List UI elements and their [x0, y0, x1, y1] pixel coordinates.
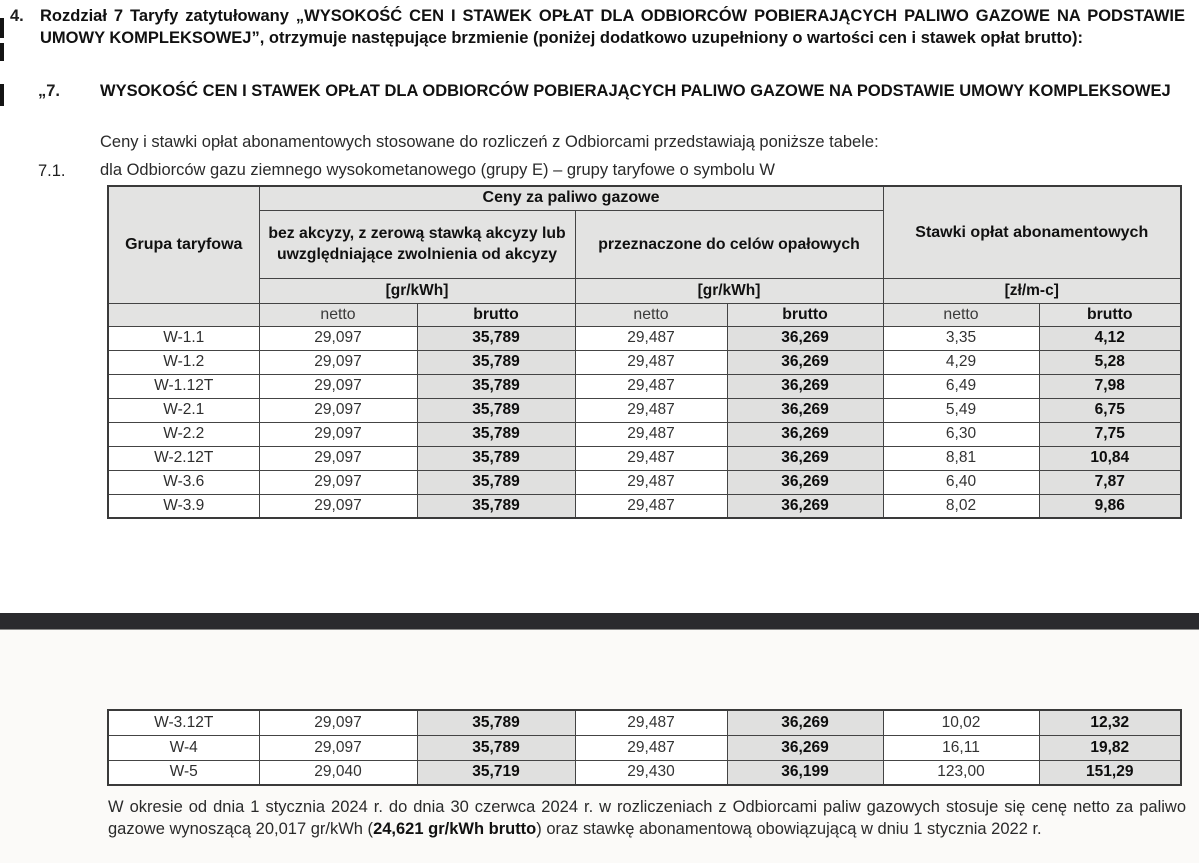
- col-header-bez-akcyzy: bez akcyzy, z zerową stawką akcyzy lub uwzględniające zwolnienia od akcyzy: [259, 210, 575, 278]
- cell-netto: 29,097: [259, 446, 417, 470]
- cell-netto: 3,35: [883, 326, 1039, 350]
- cell-brutto: 19,82: [1039, 735, 1181, 760]
- cell-brutto: 35,789: [417, 422, 575, 446]
- cell-brutto: 35,719: [417, 760, 575, 785]
- intro-paragraph: Ceny i stawki opłat abonamentowych stosowane do rozliczeń z Odbiorcami przedstawiają poniższe tabele:: [100, 133, 879, 151]
- header-row-groups: [108, 186, 1181, 210]
- cell-group: W-3.9: [108, 494, 259, 518]
- cell-brutto: 35,789: [417, 398, 575, 422]
- cell-brutto: 35,789: [417, 446, 575, 470]
- item-4-number: 4.: [10, 7, 24, 25]
- cell-netto: 29,487: [575, 398, 727, 422]
- cell-netto: 29,097: [259, 422, 417, 446]
- empty-header-cell: [108, 303, 259, 326]
- cell-netto: 6,40: [883, 470, 1039, 494]
- footnote-paragraph: [108, 796, 1186, 840]
- cell-brutto: 35,789: [417, 735, 575, 760]
- cell-netto: 29,097: [259, 470, 417, 494]
- cell-netto: 5,49: [883, 398, 1039, 422]
- cell-group: W-1.2: [108, 350, 259, 374]
- cell-brutto: 36,269: [727, 326, 883, 350]
- cell-brutto: 4,12: [1039, 326, 1181, 350]
- tariff-table-main: [107, 185, 1182, 519]
- cell-netto: 6,49: [883, 374, 1039, 398]
- footnote-text-pre: W okresie od dnia 1 stycznia 2024 r. do dnia 30 czerwca 2024 r. w rozliczeniach z Odbiorcami paliw gazowych stosuje się cenę netto za paliwo gazowe wynoszącą 20,017 gr/kWh (: [108, 798, 1186, 838]
- table-row: [108, 710, 1181, 735]
- cell-brutto: 7,75: [1039, 422, 1181, 446]
- cell-netto: 29,487: [575, 470, 727, 494]
- cell-netto: 6,30: [883, 422, 1039, 446]
- page-break-divider-bar: [0, 613, 1199, 630]
- cell-group: W-3.12T: [108, 710, 259, 735]
- cell-group: W-2.1: [108, 398, 259, 422]
- col-header-cele-opalowe: przeznaczone do celów opałowych: [575, 210, 883, 278]
- cell-netto: 16,11: [883, 735, 1039, 760]
- section-7-title: WYSOKOŚĆ CEN I STAWEK OPŁAT DLA ODBIORCÓW POBIERAJĄCYCH PALIWO GAZOWE NA PODSTAWIE UMOWY KOMPLEKSOWEJ: [100, 82, 1171, 100]
- cell-netto: 29,487: [575, 446, 727, 470]
- cell-group: W-3.6: [108, 470, 259, 494]
- footnote-text-post: ) oraz stawkę abonamentową obowiązującą w dniu 1 stycznia 2022 r.: [536, 820, 1042, 838]
- cell-netto: 29,040: [259, 760, 417, 785]
- cell-netto: 29,097: [259, 735, 417, 760]
- subsection-7-1-text: dla Odbiorców gazu ziemnego wysokometanowego (grupy E) – grupy taryfowe o symbolu W: [100, 161, 775, 179]
- cell-brutto: 36,269: [727, 350, 883, 374]
- cell-netto: 10,02: [883, 710, 1039, 735]
- label-netto: netto: [259, 303, 417, 326]
- cell-brutto: 7,87: [1039, 470, 1181, 494]
- section-7-heading: [38, 80, 1185, 102]
- cell-netto: 29,487: [575, 710, 727, 735]
- table-row: [108, 760, 1181, 785]
- section-7-number: „7.: [38, 82, 61, 100]
- cell-brutto: 36,269: [727, 710, 883, 735]
- unit-gr-kwh: [gr/kWh]: [259, 278, 575, 303]
- cell-netto: 4,29: [883, 350, 1039, 374]
- cell-netto: 29,097: [259, 710, 417, 735]
- numbered-item-4: [10, 5, 1185, 49]
- label-netto: netto: [575, 303, 727, 326]
- cell-netto: 29,097: [259, 398, 417, 422]
- cell-group: W-1.12T: [108, 374, 259, 398]
- cell-netto: 29,487: [575, 374, 727, 398]
- label-brutto: brutto: [727, 303, 883, 326]
- unit-gr-kwh: [gr/kWh]: [575, 278, 883, 303]
- col-header-stawki-oplat: Stawki opłat abonamentowych: [883, 186, 1181, 278]
- scan-artifact: [0, 43, 4, 61]
- cell-group: W-1.1: [108, 326, 259, 350]
- table-row: [108, 326, 1181, 350]
- cell-brutto: 35,789: [417, 470, 575, 494]
- cell-brutto: 151,29: [1039, 760, 1181, 785]
- scan-artifact: [0, 84, 4, 106]
- cell-brutto: 36,269: [727, 398, 883, 422]
- cell-brutto: 35,789: [417, 494, 575, 518]
- col-header-ceny-za-paliwo: Ceny za paliwo gazowe: [259, 186, 883, 210]
- label-brutto: brutto: [1039, 303, 1181, 326]
- table-row: [108, 494, 1181, 518]
- cell-netto: 29,097: [259, 326, 417, 350]
- label-brutto: brutto: [417, 303, 575, 326]
- unit-zl-mc: [zł/m-c]: [883, 278, 1181, 303]
- cell-group: W-2.2: [108, 422, 259, 446]
- item-4-text: Rozdział 7 Taryfy zatytułowany „WYSOKOŚĆ CEN I STAWEK OPŁAT DLA ODBIORCÓW POBIERAJĄCYCH PALIWO GAZOWE NA PODSTAWIE UMOWY KOMPLEKSOWEJ”, otrzymuje następujące brzmienie (poniżej dodatkowo uzupełniony o wartości cen i stawek opłat brutto):: [40, 7, 1185, 47]
- cell-brutto: 36,269: [727, 470, 883, 494]
- cell-group: W-4: [108, 735, 259, 760]
- cell-netto: 29,097: [259, 494, 417, 518]
- table-row: [108, 446, 1181, 470]
- cell-brutto: 36,269: [727, 374, 883, 398]
- cell-brutto: 36,269: [727, 422, 883, 446]
- cell-brutto: 10,84: [1039, 446, 1181, 470]
- table-row: [108, 374, 1181, 398]
- cell-brutto: 5,28: [1039, 350, 1181, 374]
- table-row: [108, 350, 1181, 374]
- table-row: [108, 422, 1181, 446]
- header-row-units: [108, 278, 1181, 303]
- cell-brutto: 36,269: [727, 446, 883, 470]
- cell-brutto: 6,75: [1039, 398, 1181, 422]
- cell-netto: 29,487: [575, 494, 727, 518]
- col-header-grupa-taryfowa: Grupa taryfowa: [108, 186, 259, 303]
- cell-brutto: 7,98: [1039, 374, 1181, 398]
- cell-brutto: 36,269: [727, 494, 883, 518]
- subsection-7-1-number: 7.1.: [38, 162, 66, 180]
- cell-brutto: 9,86: [1039, 494, 1181, 518]
- cell-netto: 29,097: [259, 374, 417, 398]
- cell-netto: 29,430: [575, 760, 727, 785]
- cell-group: W-5: [108, 760, 259, 785]
- cell-brutto: 12,32: [1039, 710, 1181, 735]
- cell-netto: 29,487: [575, 326, 727, 350]
- cell-brutto: 35,789: [417, 374, 575, 398]
- cell-netto: 8,02: [883, 494, 1039, 518]
- header-row-netto-brutto: [108, 303, 1181, 326]
- table-row: [108, 470, 1181, 494]
- table-row: [108, 735, 1181, 760]
- cell-brutto: 36,199: [727, 760, 883, 785]
- cell-netto: 8,81: [883, 446, 1039, 470]
- footnote-text-bold: 24,621 gr/kWh brutto: [373, 820, 537, 838]
- cell-netto: 123,00: [883, 760, 1039, 785]
- tariff-table-continued: [107, 709, 1182, 786]
- cell-group: W-2.12T: [108, 446, 259, 470]
- cell-brutto: 35,789: [417, 326, 575, 350]
- cell-netto: 29,487: [575, 735, 727, 760]
- cell-netto: 29,097: [259, 350, 417, 374]
- cell-brutto: 35,789: [417, 710, 575, 735]
- table-row: [108, 398, 1181, 422]
- subsection-7-1: [38, 160, 1185, 182]
- label-netto: netto: [883, 303, 1039, 326]
- cell-brutto: 35,789: [417, 350, 575, 374]
- cell-brutto: 36,269: [727, 735, 883, 760]
- cell-netto: 29,487: [575, 350, 727, 374]
- scan-artifact: [0, 18, 4, 38]
- cell-netto: 29,487: [575, 422, 727, 446]
